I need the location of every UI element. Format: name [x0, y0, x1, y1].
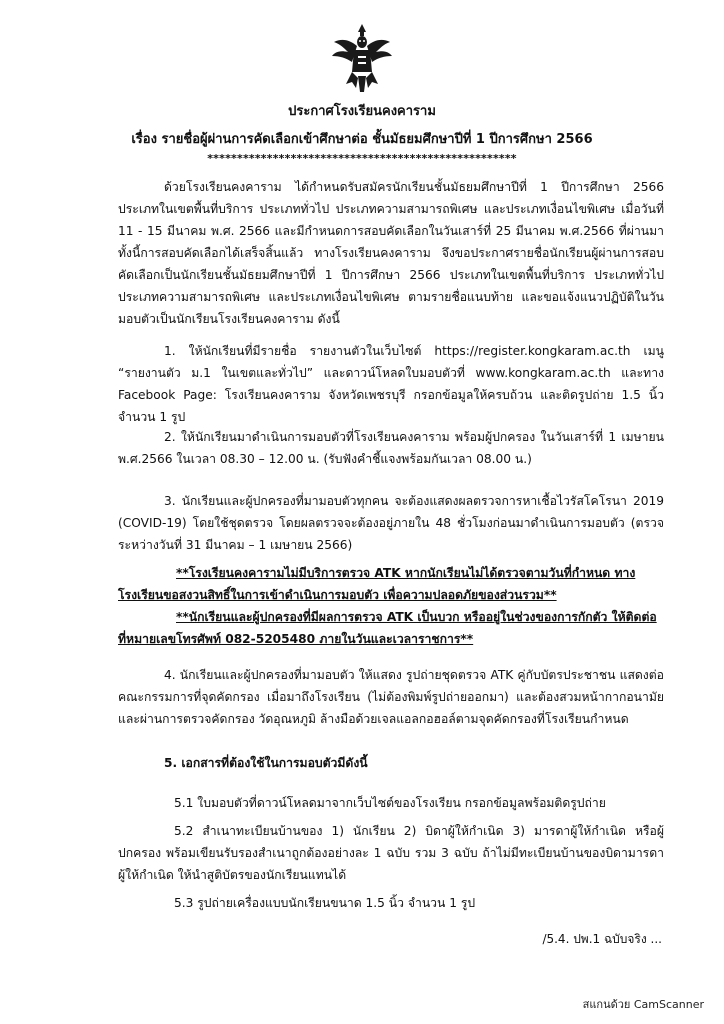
item-4: 4. นักเรียนและผู้ปกครองที่มามอบตัว ให้แสดง รูปถ่ายชุดตรวจ ATK คู่กับบัตรประชาชน แสดงต่อคณะกรรมการที่จุดคัดกรอง เมื่อมาถึงโรงเรียน (ไม่ต้องพิมพ์รูปถ่ายออกมา) และต้องสวมหน้ากากอนามัยและผ่านการตรวจคัดกรอง วัดอุณหภูมิ ล้างมือด้วยเจลแอลกอฮอล์ตามจุดคัดกรองที่โรงเรียนกำหนด	[118, 668, 664, 726]
item-3: 3. นักเรียนและผู้ปกครองที่มามอบตัวทุกคน จะต้องแสดงผลตรวจการหาเชื้อไวรัสโคโรนา 2019 (COVID-19) โดยใช้ชุดตรวจ โดยผลตรวจจะต้องอยู่ภายใน 48 ชั่วโมงก่อนมาดำเนินการมอบตัว (ตรวจระหว่างวันที่ 31 มีนาคม – 1 เมษายน 2566)	[118, 494, 664, 552]
scanner-watermark: สแกนด้วย CamScanner	[582, 998, 704, 1011]
continuation-marker: /5.4. ปพ.1 ฉบับจริง ...	[542, 932, 662, 946]
item-2: 2. ให้นักเรียนมาดำเนินการมอบตัวที่โรงเรียนคงคาราม พร้อมผู้ปกครอง ในวันเสาร์ที่ 1 เมษายน พ.ศ.2566 ในเวลา 08.30 – 12.00 น. (รับฟังคำชี้แจงพร้อมกันเวลา 08.00 น.)	[118, 430, 664, 466]
subitem-5-1: 5.1 ใบมอบตัวที่ดาวน์โหลดมาจากเว็บไซต์ของโรงเรียน กรอกข้อมูลพร้อมติดรูปถ่าย	[174, 796, 606, 811]
item-5: 5. เอกสารที่ต้องใช้ในการมอบตัวมีดังนี้	[164, 756, 368, 770]
garuda-emblem-icon	[330, 22, 394, 94]
intro-paragraph: ด้วยโรงเรียนคงคาราม ได้กำหนดรับสมัครนักเรียนชั้นมัธยมศึกษาปีที่ 1 ปีการศึกษา 2566 ประเภทในเขตพื้นที่บริการ ประเภททั่วไป ประเภทความสามารถพิเศษ และประเภทเงื่อนไขพิเศษ เมื่อวันที่ 11 - 15 มีนาคม พ.ศ. 2566 และมีกำหนดการสอบคัดเลือกในวันเสาร์ที่ 25 มีนาคม พ.ศ.2566 ที่ผ่านมา ทั้งนี้การสอบคัดเลือกได้เสร็จสิ้นแล้ว ทางโรงเรียนคงคาราม จึงขอประกาศรายชื่อนักเรียนผู้ผ่านการสอบคัดเลือกเป็นนักเรียนชั้นมัธยมศึกษาปีที่ 1 ปีการศึกษา 2566 ประเภทในเขตพื้นที่บริการ ประเภททั่วไป ประเภทความสามารถพิเศษ และประเภทเงื่อนไขพิเศษ ตามรายชื่อแนบท้าย และขอแจ้งแนวปฏิบัติในวันมอบตัวเป็นนักเรียนโรงเรียนคงคาราม ดังนี้	[118, 180, 664, 326]
atk-note: **โรงเรียนคงคารามไม่มีบริการตรวจ ATK หากนักเรียนไม่ได้ตรวจตามวันที่กำหนด ทางโรงเรียนขอสงวนสิทธิ์ในการเข้าดำเนินการมอบตัว เพื่อความปลอดภัยของส่วนรวม**	[118, 566, 636, 602]
item-1: 1. ให้นักเรียนที่มีรายชื่อ รายงานตัวในเว็บไซต์ https://register.kongkaram.ac.th เมนู “รายงานตัว ม.1 ในเขตและทั่วไป” และดาวน์โหลดใบมอบตัวที่ www.kongkaram.ac.th และทาง Facebook Page: โรงเรียนคงคาราม จังหวัดเพชรบุรี กรอกข้อมูลให้ครบถ้วน และติดรูปถ่าย 1.5 นิ้ว จำนวน 1 รูป	[118, 344, 664, 424]
subitem-5-2: 5.2 สำเนาทะเบียนบ้านของ 1) นักเรียน 2) บิดาผู้ให้กำเนิด 3) มารดาผู้ให้กำเนิด หรือผู้ปกครอง พร้อมเขียนรับรองสำเนาถูกต้องอย่างละ 1 ฉบับ รวม 3 ฉบับ ถ้าไม่มีทะเบียนบ้านของบิดามารดาผู้ให้กำเนิด ให้นำสูติบัตรของนักเรียนแทนได้	[118, 824, 664, 883]
separator-line: ****************************************************	[207, 152, 517, 165]
document-subject: เรื่อง รายชื่อผู้ผ่านการคัดเลือกเข้าศึกษาต่อ ชั้นมัธยมศึกษาปีที่ 1 ปีการศึกษา 2566	[131, 132, 593, 147]
subitem-5-3: 5.3 รูปถ่ายเครื่องแบบนักเรียนขนาด 1.5 นิ้ว จำนวน 1 รูป	[174, 896, 476, 911]
document-title: ประกาศโรงเรียนคงคาราม	[288, 104, 436, 119]
positive-result-note: **นักเรียนและผู้ปกครองที่มีผลการตรวจ ATK เป็นบวก หรืออยู่ในช่วงของการกักตัว ให้ติดต่อที่หมายเลขโทรศัพท์ 082-5205480 ภายในวันและเวลาราชการ**	[118, 610, 657, 646]
